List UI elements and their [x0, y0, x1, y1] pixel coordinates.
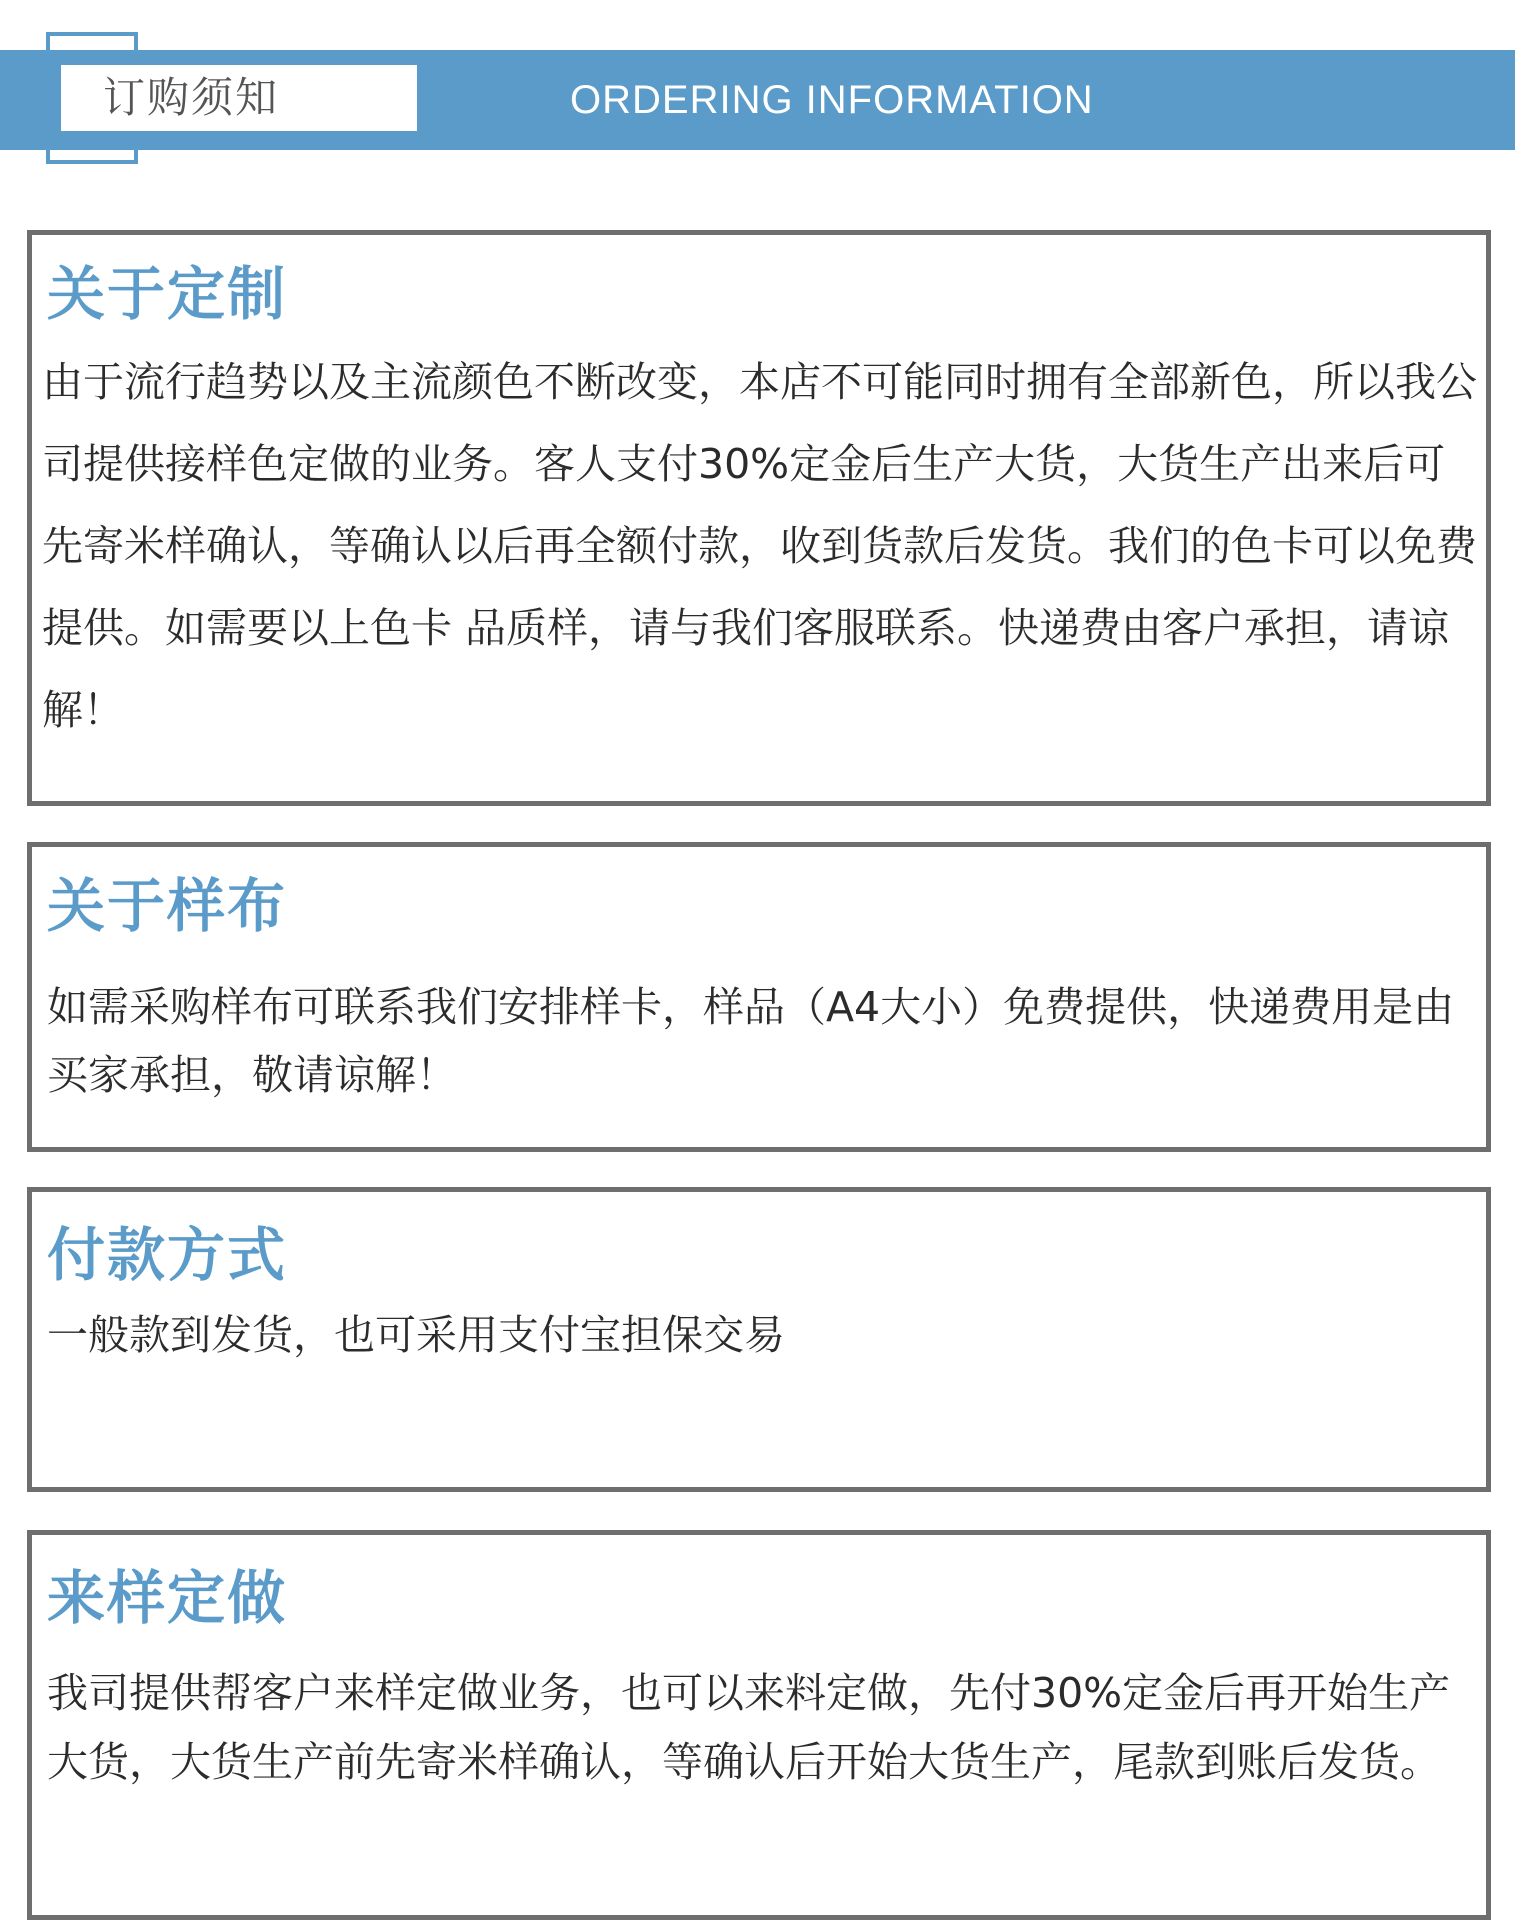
- section-title: 关于定制: [47, 260, 288, 328]
- header-label: 订购须知: [103, 73, 280, 122]
- section-sample-fabric: [27, 842, 1491, 1152]
- section-custom-from-sample: [27, 1530, 1491, 1920]
- section-title: 付款方式: [47, 1221, 288, 1289]
- section-body: 如需采购样布可联系我们安排样卡，样品（A4大小）免费提供，快递费用是由买家承担，敬请谅解！: [47, 983, 1455, 1099]
- section-customization: [27, 230, 1491, 806]
- section-body: 由于流行趋势以及主流颜色不断改变，本店不可能同时拥有全部新色，所以我公司提供接样色定做的业务。客人支付30%定金后生产大货，大货生产出来后可先寄米样确认，等确认以后再全额付款，收到货款后发货。我们的色卡可以免费提供。如需要以上色卡 品质样，请与我们客服联系。快递费由客户承担，请谅解！: [42, 358, 1477, 734]
- section-title: 来样定做: [47, 1564, 288, 1632]
- section-body: 我司提供帮客户来样定做业务，也可以来料定做，先付30%定金后再开始生产大货，大货生产前先寄米样确认，等确认后开始大货生产，尾款到账后发货。: [47, 1669, 1451, 1786]
- section-title: 关于样布: [47, 872, 288, 940]
- header-label-box: [61, 65, 417, 131]
- section-payment-method: [27, 1187, 1491, 1492]
- section-body: 一般款到发货，也可采用支付宝担保交易: [47, 1311, 785, 1359]
- header-title: ORDERING INFORMATION: [570, 78, 1094, 122]
